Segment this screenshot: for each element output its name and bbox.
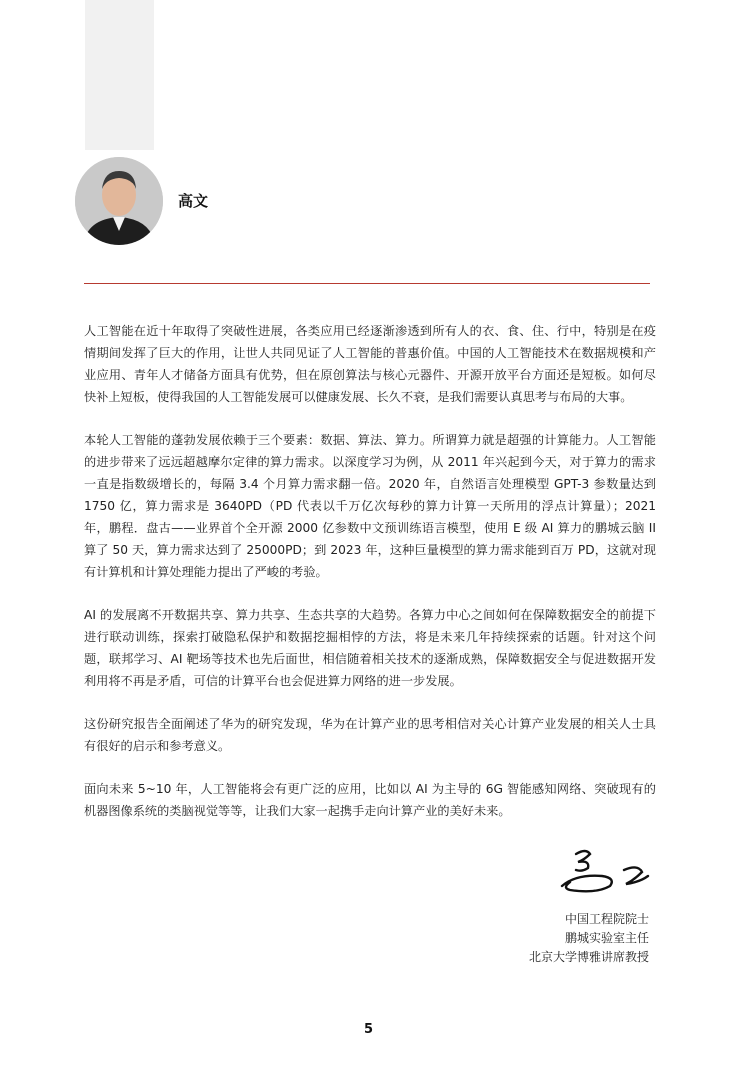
signature-icon <box>556 846 656 898</box>
author-title-2: 鹏城实验室主任 <box>564 931 649 945</box>
decorative-side-bar <box>85 0 154 150</box>
paragraph-1: 人工智能在近十年取得了突破性进展，各类应用已经逐渐渗透到所有人的衣、食、住、行中，特别是在疫情期间发挥了巨大的作用，让世人共同见证了人工智能的普惠价值。中国的人工智能技术在数据规模和产业应用、青年人才储备方面具有优势，但在原创算法与核心元器件、开源开放平台方面还是短板。如何尽快补上短板，使得我国的人工智能发展可以健康发展、长久不衰，是我们需要认真思考与布局的大事。 <box>84 324 656 404</box>
author-titles <box>529 910 649 967</box>
author-title-1: 中国工程院院士 <box>564 912 649 926</box>
section-divider <box>84 283 650 284</box>
author-name: 高文 <box>178 192 209 210</box>
author-signature <box>556 846 656 898</box>
paragraph-4: 这份研究报告全面阐述了华为的研究发现，华为在计算产业的思考相信对关心计算产业发展的相关人士具有很好的启示和参考意义。 <box>84 717 656 753</box>
author-photo <box>75 157 163 245</box>
author-portrait-icon <box>75 157 163 245</box>
paragraph-2: 本轮人工智能的蓬勃发展依赖于三个要素：数据、算法、算力。所谓算力就是超强的计算能力。人工智能的进步带来了远远超越摩尔定律的算力需求。以深度学习为例，从 2011 年兴起到今天，对于算力的需求一直是指数级增长的，每隔 3.4 个月算力需求翻一倍。2020 年，自然语言处理模型 GPT-3 参数量达到 1750 亿，算力需求是 3640PD（PD 代表以千万亿次每秒的算力计算一天所用的浮点计算量）；2021 年，鹏程．盘古——业界首个全开源 2000 亿参数中文预训练语言模型，使用 E 级 AI 算力的鹏城云脑 II 算了 50 天，算力需求达到了 25000PD；到 2023 年，这种巨量模型的算力需求能到百万 PD，这就对现有计算机和计算处理能力提出了严峻的考验。 <box>84 433 656 579</box>
paragraph-5: 面向未来 5~10 年，人工智能将会有更广泛的应用，比如以 AI 为主导的 6G 智能感知网络、突破现有的机器图像系统的类脑视觉等等，让我们大家一起携手走向计算产业的美好未来。 <box>84 782 656 818</box>
page-number: 5 <box>363 1022 374 1037</box>
author-title-3: 北京大学博雅讲席教授 <box>528 950 649 964</box>
paragraph-3: AI 的发展离不开数据共享、算力共享、生态共享的大趋势。各算力中心之间如何在保障数据安全的前提下进行联动训练，探索打破隐私保护和数据挖掘相悖的方法，将是未来几年持续探索的话题。针对这个问题，联邦学习、AI 靶场等技术也先后面世，相信随着相关技术的逐渐成熟，保障数据安全与促进数据开发利用将不再是矛盾，可信的计算平台也会促进算力网络的进一步发展。 <box>84 608 656 688</box>
article-body <box>84 320 656 843</box>
